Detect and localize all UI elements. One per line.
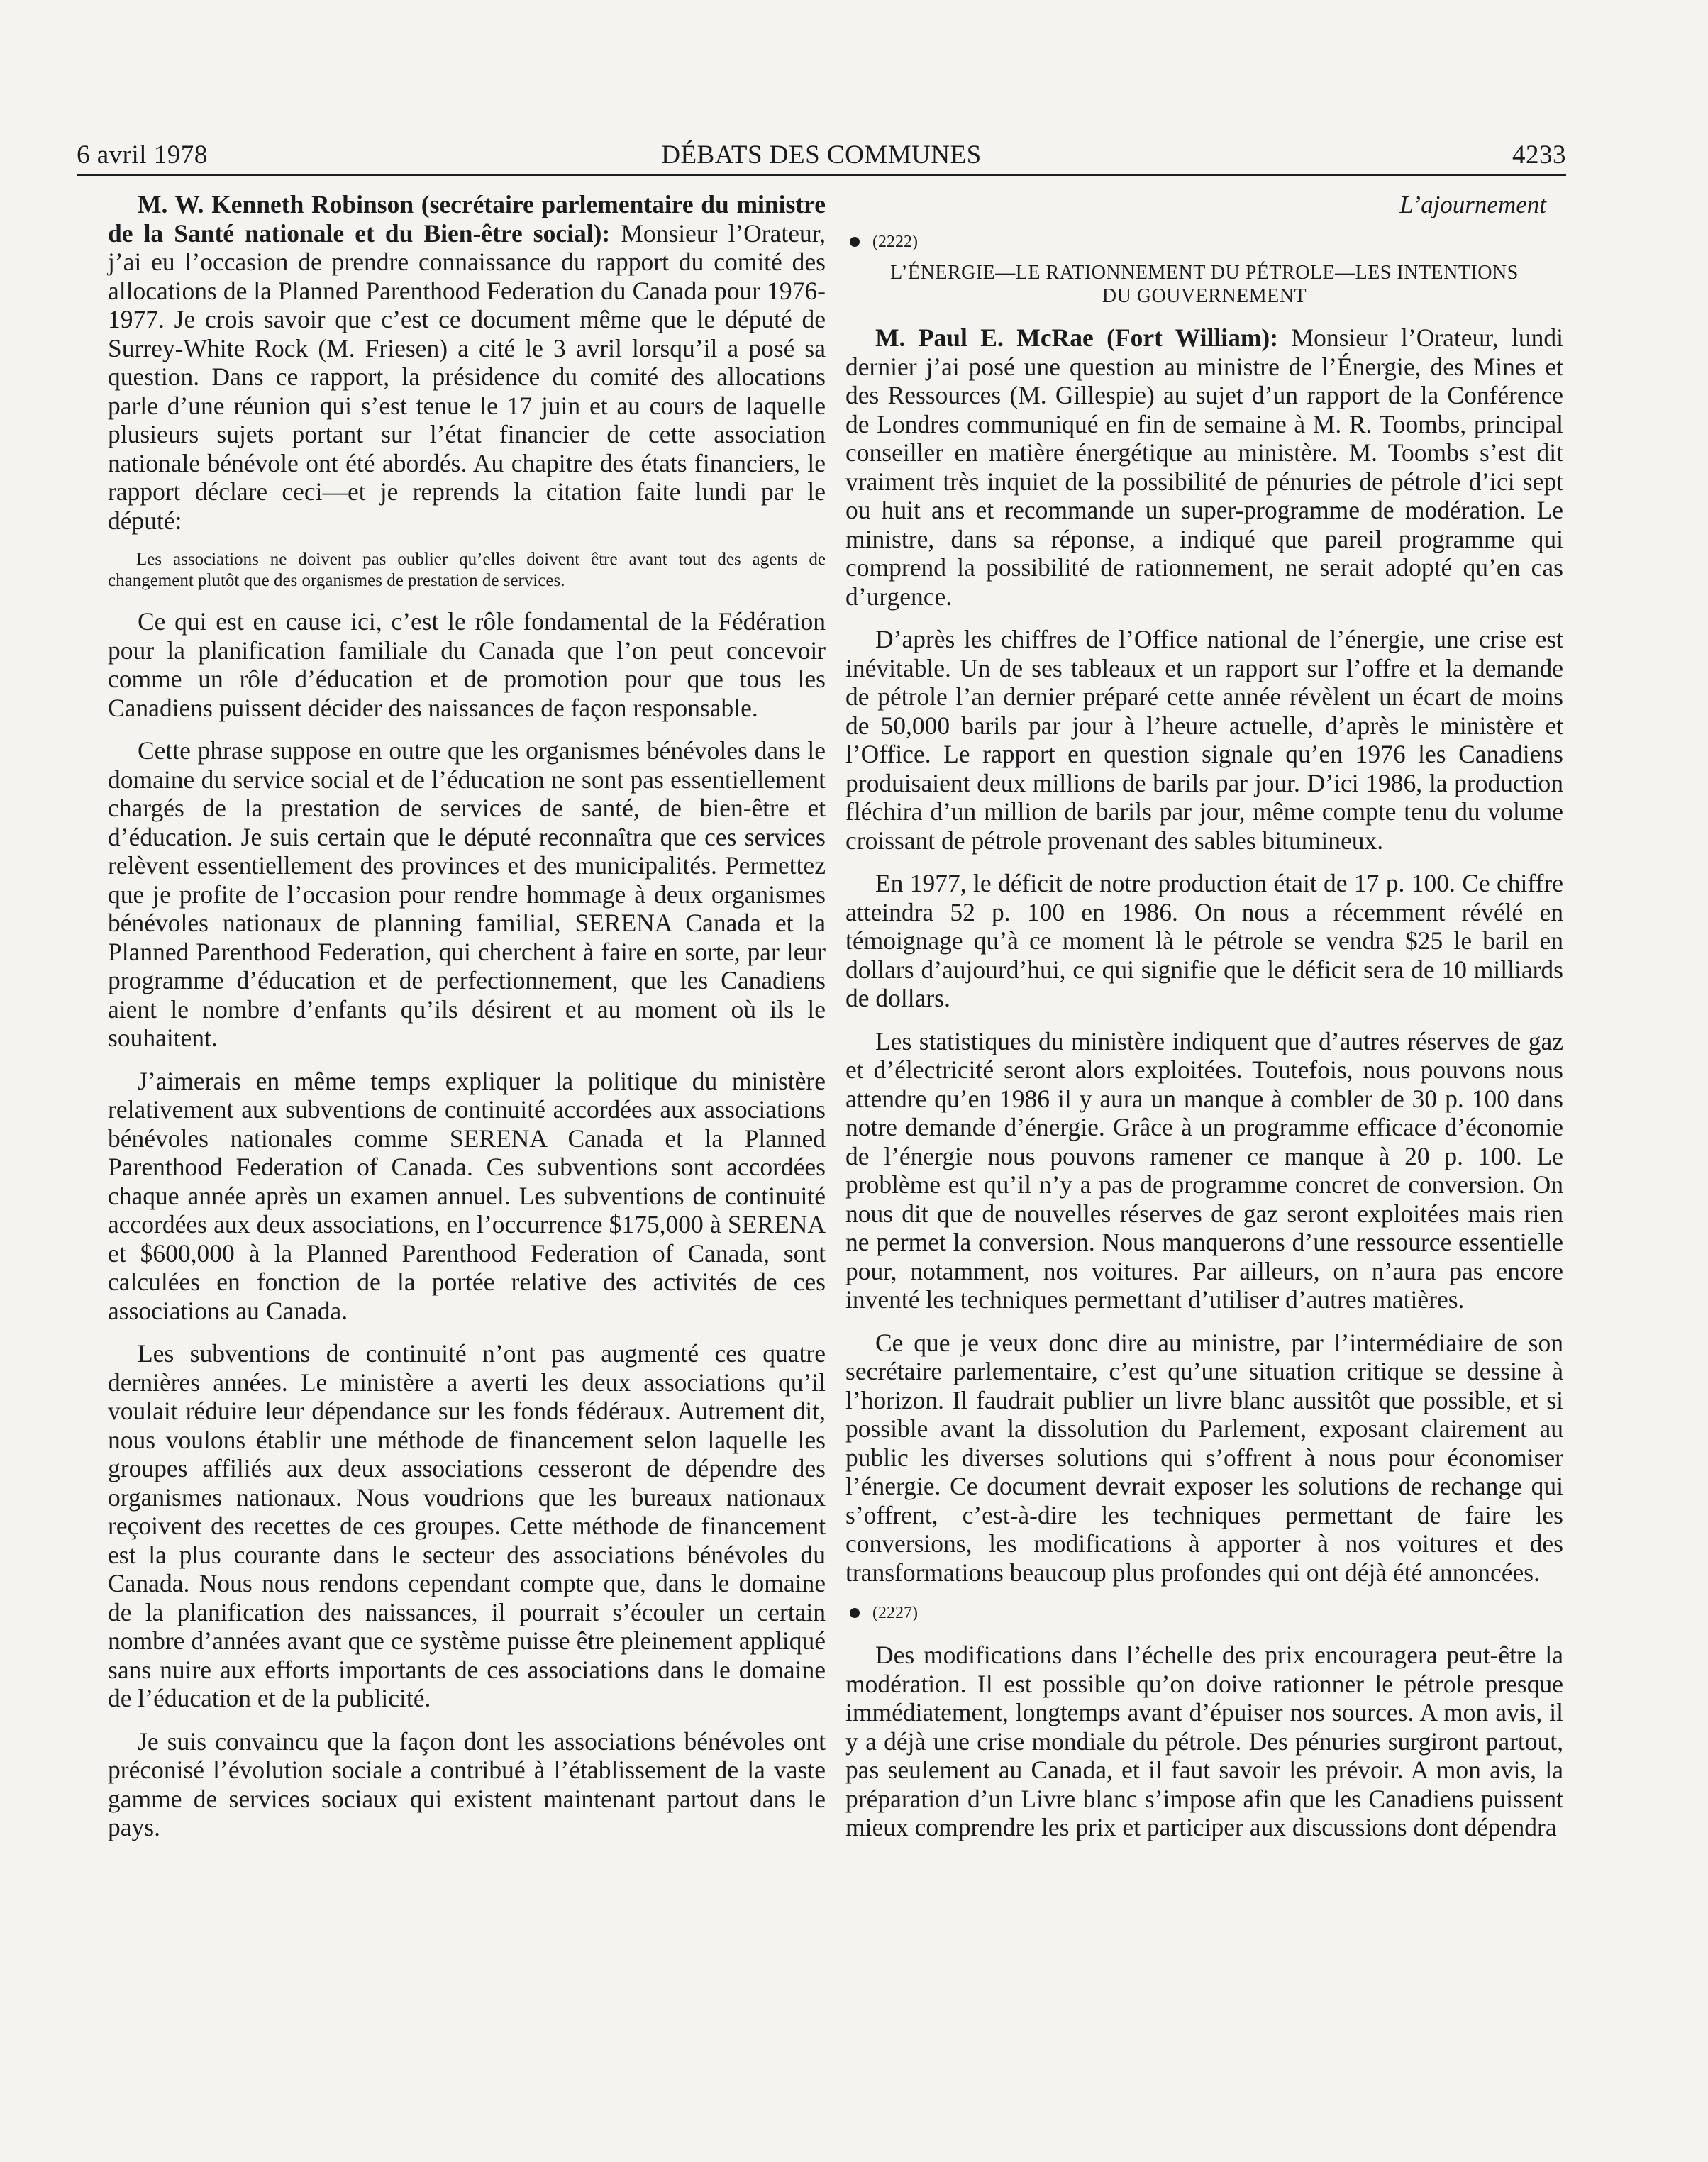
speech-text: Monsieur l’Orateur, lundi dernier j’ai posé une question au ministre de l’Énergie, des Mines et des Ressources (M. Gillespie) au sujet d’un rapport de la Conférence de Londres communiqué en fin de semaine à M. R. Toombs, principal conseiller en matière énergétique au ministère. M. Toombs s’est dit vraiment très inquiet de la possibilité de pénuries de pétrole d’ici sept ou huit ans et recommande un super-programme de modération. Le ministre, dans sa réponse, a indiqué que pareil programme qui comprend la possibilité de rationnement, ne serait adopté qu’en cas d’urgence. — [845, 323, 1564, 611]
speech-text: Monsieur l’Orateur, j’ai eu l’occasion de prendre connaissance du rapport du comité des allocations de la Planned Parenthood Federation du Canada pour 1976-1977. Je crois savoir que c’est ce document même que le député de Surrey-White Rock (M. Friesen) a cité le 3 avril lorsqu’il a posé sa question. Dans ce rapport, la présidence du comité des allocations parle d’une réunion qui s’est tenue le 17 juin et au cours de laquelle plusieurs sujets portant sur l’état financier de cette association nationale bénévole ont été abordés. Au chapitre des états financiers, le rapport déclare ceci—et je reprends la citation faite lundi par le député: — [108, 218, 826, 535]
section-title-line: L’ÉNERGIE—LE RATIONNEMENT DU PÉTROLE—LES INTENTIONS — [890, 262, 1519, 284]
running-head: L’ajournement — [1399, 191, 1546, 218]
speaker-name: M. W. Kenneth Robinson (secrétaire parlementaire du ministre de la Santé nationale et du Bien-être social): — [108, 190, 826, 248]
header-title: DÉBATS DES COMMUNES — [661, 140, 982, 170]
paragraph: Les subventions de continuité n’ont pas augmenté ces quatre dernières années. Le ministère a averti les deux associations qu’il voulait réduire leur dépendance sur les fonds fédéraux. Autrement dit, nous voulons établir une méthode de financement selon laquelle les groupes affiliés aux deux associations cesseront de dépendre des organismes nationaux. Nous voudrions que les bureaux nationaux reçoivent des recettes de ces groupes. Cette méthode de financement est la plus courante dans le secteur des associations bénévoles du Canada. Nous nous rendons cependant compte que, dans le domaine de la planification des naissances, il pourrait s’écouler un certain nombre d’années avant que ce système puisse être pleinement appliqué sans nuire aux efforts importants de ces associations dans le domaine de l’éducation et de la publicité. — [108, 1339, 826, 1712]
paragraph: Ce qui est en cause ici, c’est le rôle fondamental de la Fédération pour la planification familiale du Canada que l’on peut concevoir comme un rôle d’éducation et de promotion pour que tous les Canadiens puissent décider des naissances de façon responsable. — [108, 607, 826, 722]
bullet-icon — [850, 1608, 860, 1618]
header-rule — [77, 174, 1566, 176]
section-title — [845, 261, 1563, 308]
right-column — [845, 190, 1563, 1856]
time-marker — [845, 230, 1563, 254]
paragraph: En 1977, le déficit de notre production était de 17 p. 100. Ce chiffre atteindra 52 p. 100 en 1986. On nous a récemment révélé en témoignage qu’à ce moment là le pétrole se vendra $25 le baril en dollars d’aujourd’hui, ce qui signifie que le déficit sera de 10 milliards de dollars. — [845, 869, 1563, 1012]
bullet-icon — [850, 237, 860, 247]
paragraph: Des modifications dans l’échelle des prix encouragera peut-être la modération. Il est possible qu’on doive rationner le pétrole presque immédiatement, longtemps avant d’épuiser nos sources. A mon avis, il y a déjà une crise mondiale du pétrole. Des pénuries surgiront partout, pas seulement au Canada, et il faut savoir les prévoir. A mon avis, la préparation d’un Livre blanc s’impose afin que les Canadiens puissent mieux comprendre les prix et participer aux discussions dont dépendra — [845, 1641, 1563, 1841]
paragraph: Je suis convaincu que la façon dont les associations bénévoles ont préconisé l’évolution sociale a contribué à l’établissement de la vaste gamme de services sociaux qui existent maintenant partout dans le pays. — [108, 1726, 826, 1841]
paragraph: Les statistiques du ministère indiquent que d’autres réserves de gaz et d’électricité seront alors exploitées. Toutefois, nous pouvons nous attendre qu’en 1986 il y aura un manque à combler de 30 p. 100 dans notre demande d’énergie. Grâce à un programme efficace d’économie de l’énergie nous pouvons ramener ce manque à 20 p. 100. Le problème est qu’il n’y a pas de programme concret de conversion. On nous dit que de nouvelles réserves de gaz seront exploitées mais rien ne permet la conversion. Nous manquerons d’une ressource essentielle pour, notamment, nos voitures. Par ailleurs, on n’aura pas encore inventé les techniques permettant d’utiliser d’autres matières. — [845, 1026, 1563, 1314]
time-marker-label: (2222) — [872, 232, 918, 251]
section-title-line: DU GOUVERNEMENT — [1102, 285, 1307, 307]
paragraph: D’après les chiffres de l’Office national de l’énergie, une crise est inévitable. Un de ses tableaux et un rapport sur l’offre et la demande de pétrole l’an dernier préparé cette année révèlent un écart de moins de 50,000 barils par jour à l’heure actuelle, d’après le ministère et l’Office. Le rapport en question signale qu’en 1976 les Canadiens produisaient deux millions de barils par jour. D’ici 1986, la production fléchira d’un million de barils par jour, même compte tenu du volume croissant de pétrole provenant des sables bitumineux. — [845, 625, 1563, 855]
paragraph: Ce que je veux donc dire au ministre, par l’intermédiaire de son secrétaire parlementaire, c’est qu’une situation critique se dessine à l’horizon. Il faudrait publier un livre blanc aussitôt que possible, et si possible avant la dissolution du Parlement, exposant clairement au public les diverses solutions qui s’offrent à nous pour économiser l’énergie. Ce document devrait exposer les solutions de rechange qui s’offrent, c’est-à-dire les techniques permettant de faire les conversions, les modifications à apporter à nos voitures et des transformations beaucoup plus profondes qui ont déjà été annoncées. — [845, 1328, 1563, 1587]
speech-paragraph — [108, 190, 826, 535]
paragraph: Cette phrase suppose en outre que les organismes bénévoles dans le domaine du service social et de l’éducation ne sont pas essentiellement chargés de la prestation de services de santé, de bien-être et d’éducation. Je suis certain que le député reconnaîtra que ces services relèvent essentiellement des provinces et des municipalités. Permettez que je profite de l’occasion pour rendre hommage à deux organismes bénévoles nationaux de planning familial, SERENA Canada et la Planned Parenthood Federation, qui cherchent à faire en sorte, par leur programme d’éducation et de perfectionnement, que les Canadiens aient le nombre d’enfants qu’ils désirent et au moment où ils le souhaitent. — [108, 736, 826, 1052]
paragraph: J’aimerais en même temps expliquer la politique du ministère relativement aux subventions de continuité accordées aux associations bénévoles nationales comme SERENA Canada et la Planned Parenthood Federation of Canada. Ces subventions sont accordées chaque année après un examen annuel. Les subventions de continuité accordées aux deux associations, en l’occurrence $175,000 à SERENA et $600,000 à la Planned Parenthood Federation of Canada, sont calculées en fonction de la portée relative des activités de ces associations au Canada. — [108, 1066, 826, 1325]
block-quote: Les associations ne doivent pas oublier qu’elles doivent être avant tout des agents de changement plutôt que des organismes de prestation de services. — [108, 550, 826, 590]
time-marker-label: (2227) — [872, 1603, 918, 1622]
left-column — [108, 190, 826, 1856]
page-header — [77, 138, 1566, 173]
time-marker — [845, 1601, 1563, 1625]
header-page-number: 4233 — [1512, 140, 1566, 170]
speech-paragraph — [845, 323, 1563, 611]
header-date: 6 avril 1978 — [77, 140, 208, 170]
speaker-name: M. Paul E. McRae (Fort William): — [875, 323, 1279, 352]
